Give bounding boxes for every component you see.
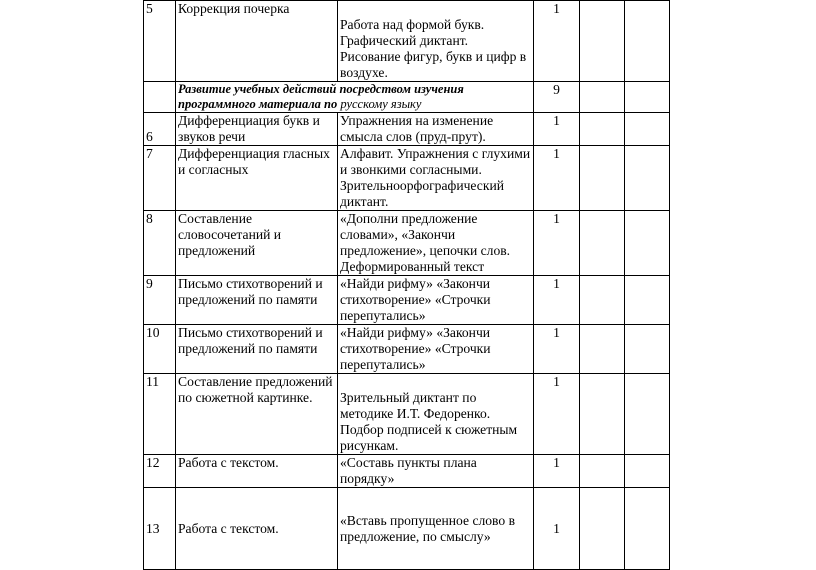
content-cell: «Дополни предложение словами», «Закончи предложение», цепочки слов. Деформированный текст xyxy=(338,211,534,276)
row-number xyxy=(144,82,176,113)
empty-cell xyxy=(580,325,625,374)
topic-cell: Письмо стихотворений и предложений по памяти xyxy=(176,325,338,374)
empty-cell xyxy=(625,276,670,325)
empty-cell xyxy=(625,374,670,455)
row-number: 6 xyxy=(144,113,176,146)
table-row xyxy=(144,455,670,488)
topic-cell: Составление словосочетаний и предложений xyxy=(176,211,338,276)
topic-cell: Дифференциация гласных и согласных xyxy=(176,146,338,211)
empty-cell xyxy=(625,113,670,146)
hours-cell: 9 xyxy=(534,82,580,113)
topic-cell: Коррекция почерка xyxy=(176,1,338,82)
table-row xyxy=(144,211,670,276)
row-number: 11 xyxy=(144,374,176,455)
hours-cell: 1 xyxy=(534,146,580,211)
topic-cell: Работа с текстом. xyxy=(176,455,338,488)
section-heading: Развитие учебных действий посредством изучения программного материала по русскому языку xyxy=(176,82,534,113)
section-row xyxy=(144,82,670,113)
empty-cell xyxy=(580,488,625,570)
hours-cell: 1 xyxy=(534,488,580,570)
content-cell: «Найди рифму» «Закончи стихотворение» «Строчки перепутались» xyxy=(338,276,534,325)
empty-cell xyxy=(580,374,625,455)
row-number: 13 xyxy=(144,488,176,570)
content-cell: «Вставь пропущенное слово в предложение, по смыслу» xyxy=(338,488,534,570)
hours-cell: 1 xyxy=(534,276,580,325)
empty-cell xyxy=(625,1,670,82)
hours-cell: 1 xyxy=(534,113,580,146)
empty-cell xyxy=(580,146,625,211)
topic-cell: Дифференциация букв и звуков речи xyxy=(176,113,338,146)
lesson-plan-table xyxy=(143,0,670,570)
empty-cell xyxy=(625,82,670,113)
empty-cell xyxy=(625,211,670,276)
empty-cell xyxy=(625,325,670,374)
topic-cell: Письмо стихотворений и предложений по памяти xyxy=(176,276,338,325)
content-cell: Работа над формой букв. Графический диктант. Рисование фигур, букв и цифр в воздухе. xyxy=(338,1,534,82)
table-row xyxy=(144,113,670,146)
topic-cell: Работа с текстом. xyxy=(176,488,338,570)
row-number: 7 xyxy=(144,146,176,211)
row-number: 5 xyxy=(144,1,176,82)
table-row xyxy=(144,374,670,455)
empty-cell xyxy=(580,1,625,82)
empty-cell xyxy=(580,276,625,325)
empty-cell xyxy=(580,82,625,113)
hours-cell: 1 xyxy=(534,1,580,82)
content-cell: Алфавит. Упражнения с глухими и звонкими согласными. Зрительноорфографический диктант. xyxy=(338,146,534,211)
content-cell: Упражнения на изменение смысла слов (пруд-прут). xyxy=(338,113,534,146)
table-row xyxy=(144,146,670,211)
hours-cell: 1 xyxy=(534,374,580,455)
topic-cell: Составление предложений по сюжетной картинке. xyxy=(176,374,338,455)
row-number: 12 xyxy=(144,455,176,488)
content-cell: «Составь пункты плана порядку» xyxy=(338,455,534,488)
row-number: 8 xyxy=(144,211,176,276)
row-number: 10 xyxy=(144,325,176,374)
empty-cell xyxy=(580,455,625,488)
table-row xyxy=(144,488,670,570)
empty-cell xyxy=(580,113,625,146)
empty-cell xyxy=(580,211,625,276)
row-number: 9 xyxy=(144,276,176,325)
hours-cell: 1 xyxy=(534,455,580,488)
table-row xyxy=(144,276,670,325)
empty-cell xyxy=(625,146,670,211)
table-row xyxy=(144,325,670,374)
hours-cell: 1 xyxy=(534,211,580,276)
hours-cell: 1 xyxy=(534,325,580,374)
table-row xyxy=(144,1,670,82)
empty-cell xyxy=(625,488,670,570)
empty-cell xyxy=(625,455,670,488)
content-cell: Зрительный диктант по методике И.Т. Федоренко. Подбор подписей к сюжетным рисункам. xyxy=(338,374,534,455)
content-cell: «Найди рифму» «Закончи стихотворение» «Строчки перепутались» xyxy=(338,325,534,374)
